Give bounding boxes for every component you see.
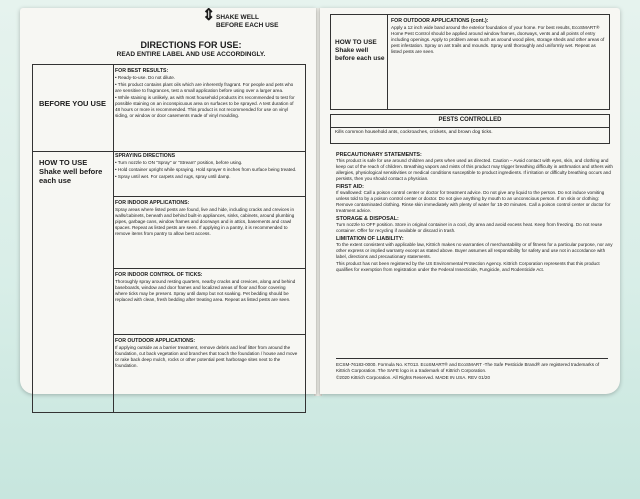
best-results-block (115, 68, 299, 120)
ticks-block (115, 272, 299, 304)
storage-text: Turn nozzle to OFF position. Store in original container in a cool, dry area and avoid excess heat. Keep from freezing. Do not reuse container. Offer for recycling if available or discard in trash. (336, 222, 603, 233)
directions-subtitle: READ ENTIRE LABEL AND USE ACCORDINGLY. (116, 51, 266, 58)
section-divider (113, 334, 305, 335)
shake-well-line2: BEFORE EACH USE (216, 22, 279, 29)
indoor-applications-block (115, 200, 299, 238)
best-results-item: • This product contains plant oils which are inherently fragrant. For people and pets who are sensitive to fragrances, test a small application before using over a larger area. (115, 82, 294, 93)
how-to-use-label-right: HOW TO USE Shake well before each use (335, 39, 385, 62)
directions-title: DIRECTIONS FOR USE: (140, 40, 242, 50)
shake-well-note (202, 7, 322, 30)
right-page (320, 8, 620, 394)
before-you-use-label: BEFORE YOU USE (39, 99, 106, 108)
column-divider (113, 150, 114, 412)
liability-text: To the extent consistent with applicable law, Kittrich makes no warranties of merchantability or of fitness for a particular purpose, nor any other express or implied warranty except as stated above. Buyer assumes all responsibility for safety and use not in accordance with label, directions and precautionary statements. (336, 242, 613, 259)
section-divider (113, 196, 305, 197)
pests-controlled-section (330, 114, 610, 144)
how-to-use-label: HOW TO USE Shake well before each use (39, 158, 103, 185)
footer-block (336, 362, 614, 382)
before-you-use-section (32, 64, 306, 152)
spraying-item: • Hold container upright while spraying. Hold sprayer 6 inches from surface being treated. (115, 167, 297, 172)
spraying-item: • Turn nozzle to ON "Spray" or "Stream" position, before using. (115, 160, 243, 165)
spraying-directions-block (115, 153, 299, 181)
formula-text: ECSM-76183-0000. Formula No. KT013. EcoSMART® and EcoSMART -The Safe Pesticide Brand® are registered trademarks of Kittrich Corporation. The SAFE logo is a trademark of Kittrich Corporation. (336, 362, 600, 373)
statements-block (336, 150, 614, 274)
outdoor-cont-block (391, 18, 605, 56)
best-results-item: • Ready-to-use. Do not dilute. (115, 75, 176, 80)
indoor-applications-text: Spray areas where listed pests are found, live and hide, including cracks and crevices in walls/cabinets, beneath and behind built-in appliances, sinks, cabinets, around plumbing pipes, garbage cans, window frames and doorways and in attics, basements and crawl spaces. Repeat as listed pests are seen. If applying in a pantry, it is recommended to remove items from pantry to allow best access. (115, 207, 295, 236)
directions-header (76, 40, 306, 58)
pests-controlled-title: PESTS CONTROLLED (438, 117, 502, 123)
spraying-directions-title: SPRAYING DIRECTIONS (115, 153, 176, 159)
spraying-item: • Spray until wet. For carpets and rugs, spray until damp. (115, 174, 231, 179)
up-down-arrow-icon: ⇕ (202, 7, 216, 24)
first-aid-title: FIRST AID: (336, 184, 364, 190)
column-divider (113, 65, 114, 151)
precaution-text: This product is safe for use around children and pets when used as directed. Caution – Avoid contact with eyes, skin, and clothing and keep out of the reach of children. Breathing vapors and mists of this product may trigger breathing difficulty in asthmatics and others with allergies, physiological sensitivities or medical conditions susceptible to product ingredients. If irritation or difficulty breathing occurs and persists, then you should contact a physician. (336, 158, 613, 181)
outdoor-cont-text: Apply a 12 inch wide band around the exterior foundation of your home. For best results, EcoSMART® Home Pest Control should be applied around window frames, doorways, vents and all points of entry including openings. Apply to problem areas such as around wood piles, storage sheds and other areas of pest infestation. Spray on ant trails and mounds. Spray until thoroughly and uniformly wet. Repeat as listed pests are seen. (391, 25, 605, 54)
precaution-title: PRECAUTIONARY STATEMENTS: (336, 152, 422, 158)
section-divider (113, 268, 305, 269)
outdoor-applications-block (115, 338, 299, 370)
left-page (20, 8, 316, 394)
footer-divider (336, 358, 608, 359)
pests-controlled-text: Kills common household ants, cockroaches, crickets, and brown dog ticks. (335, 130, 493, 135)
section-divider (331, 127, 609, 128)
epa-text: This product has not been registered by the US Environmental Protection Agency. Kittrich Corporation represents that this product qualifies for exemption from registration under the Federal Insecticide, Fungicide, and Rodenticide Act. (336, 261, 600, 272)
ticks-text: Thoroughly spray around resting quarters, nearby cracks and crevices, along and behind baseboards, window and door frames and localized areas of floor and floor covering where ticks may be present. Spray until damp but not soaking. Pet bedding should be replaced with clean, fresh bedding after treating area. Repeat as listed pests are seen. (115, 279, 296, 302)
best-results-title: FOR BEST RESULTS: (115, 68, 169, 74)
ticks-title: FOR INDOOR CONTROL OF TICKS: (115, 272, 203, 278)
outdoor-applications-text: If applying outside as a barrier treatment, remove debris and leaf litter from around the foundation, cut back vegetation and branches that touch the foundation / house and move or rake back deep mulch, rocks or other potential pest harborage sites next to the foundation. (115, 345, 298, 368)
outdoor-cont-section (330, 14, 610, 110)
shake-well-line1: SHAKE WELL (216, 14, 259, 21)
outdoor-cont-title: FOR OUTDOOR APPLICATIONS (cont.): (391, 18, 489, 24)
copyright-text: ©2020 Kittrich Corporation. All Rights Reserved. MADE IN USA. REV 01/20 (336, 375, 491, 380)
liability-title: LIMITATION OF LIABILITY: (336, 236, 404, 242)
best-results-item: • While staining is unlikely, as with most household products it's recommended to test for possible staining on an inconspicuous area on surfaces to be sprayed. A test duration of 48 hours or more is recommended. This product is not recommended for use on vinyl siding, or window or door casements made of vinyl moulding. (115, 95, 295, 118)
storage-title: STORAGE & DISPOSAL: (336, 216, 399, 222)
column-divider (387, 15, 388, 109)
indoor-applications-title: FOR INDOOR APPLICATIONS: (115, 200, 190, 206)
first-aid-text: If swallowed: Call a poison control center or doctor for treatment advice. Do not give any liquid to the person. Do not induce vomiting unless told to by a poison control center or doctor. Do not give anything by mouth to an unconscious person. If on skin or clothing: Remove contaminated clothing. Rinse skin immediately with plenty of water for 15-20 minutes. Call a poison control center or doctor for treatment advice. (336, 190, 611, 213)
outdoor-applications-title: FOR OUTDOOR APPLICATIONS: (115, 338, 196, 344)
how-to-use-section (32, 150, 306, 413)
